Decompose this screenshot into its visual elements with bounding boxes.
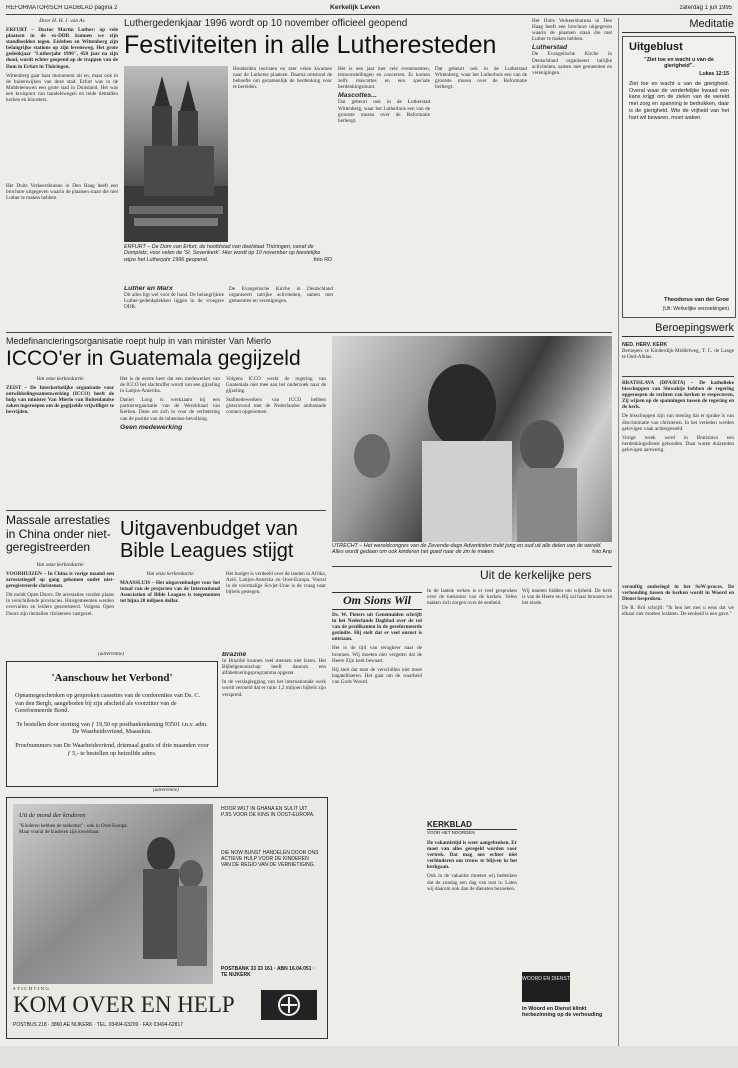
luther-subhead-marx: Luther en Marx (124, 286, 173, 292)
ad-kom-stichting: STICHTING (13, 986, 51, 991)
icco-col1 (6, 385, 114, 505)
icco-body-3: Volgens ICCO werkt de regering van Guatemala niet mee aan het onderzoek naar de gijzeling. (226, 376, 326, 395)
meditatie-quote: "Ziet toe en wacht u van de gierigheid". (644, 57, 714, 69)
meditatie-author-note: (Uit: Werkelijke verzoekingen) (662, 306, 729, 312)
bible-body-1: Het budget is verdeeld over de landen in Afrika, Azië, Latijns-Amerika en Oost-Europa. Vooral in de voormalige Sovjet-Unie is de vraag naar bijbels gestegen. (226, 571, 326, 596)
luther-body-7: Dit alles ligt wel voor de hand. De belangrijkste Luther-gedenkplekken liggen in de vroegere DDR. (124, 292, 224, 311)
kerkelijke-body-1: Ds. W. Pieters uit Genemuiden schrijft in het Nederlands Dagblad over de rol van de predikanten in de gereformeerde gezindte. Hij stelt dat er veel onrust is ontstaan. (332, 612, 422, 643)
ad-kom-right-text-2: DIE NOW BUNST HANDELEN DOOR ONS ACTIEVE HULP VOOR DE KINDEREN VAN DE REGIO VAN DE VERNIETIGING. (221, 850, 319, 869)
bratislava-body-2: De bisschoppen zijn van mening dat er sprake is van discriminatie van christenen. In het verleden werden gelovigen vaak achtergesteld. (622, 413, 734, 432)
icco-lead: ZEIST – De Interkerkelijke organisatie voor ontwikkelingssamenwerking (ICCO) heeft de hulp van minister Van Mierlo van Buitenlandse zaken ingeroepen om de gegijzelde vrijwilliger te bevrijden. (6, 385, 114, 416)
kerkelijke-body-7: Wij moeten bidden om wijsheid. De kerk is van de Heere en Hij zal haar bewaren tot het einde. (522, 588, 612, 607)
luther-col-mascottes (229, 286, 333, 326)
icco-col3 (226, 376, 326, 506)
luther-col5 (532, 18, 612, 326)
ad-kom-box (6, 797, 328, 1039)
bratislava-body-3: Vorige week werd in Bratislava een herdenkingsdienst gehouden. Daar waren duizenden gelovigen aanwezig. (622, 434, 734, 453)
cathedral-icon (124, 66, 228, 242)
rule-luther (6, 332, 612, 333)
china-body: Dit meldt Open Doors. De arrestaties vonden plaats in verschillende provincies. Huisgemeenten werden overvallen en leiders gearresteerd. Volgens Open Doors zijn tientallen christenen vastgezet. (6, 592, 114, 617)
rule-icco (6, 510, 326, 511)
ad-kom-quote: "Kinderen hebben de toekomst" - ook in Oost-Europa. Maar vooral de kinderen zijn kwetsbaar. (19, 824, 128, 835)
bratislava-box (622, 380, 734, 580)
china-body-col (6, 571, 114, 651)
luther-body-9: De Evangelische Kirche in Deutschland organiseert talrijke activiteiten, samen met gemeenten en verenigingen. (532, 51, 612, 76)
ad-kom-photo (13, 804, 213, 984)
meditatie-box (622, 36, 736, 318)
beroeping-section: Beroepingswerk (622, 322, 734, 337)
kerkelijke-body-5: Ook in de vakantie moeten wij bedenken dat de zondag een dag van rust is. Laten wij daarom ook dan de diensten bezoeken. (427, 873, 517, 892)
ad-verbond-body: Opnamegeschenken op gesproken cassettes van de conferenties van Ds. C. van den Bergh, aangeboden bij zijn afscheid als voorzitter van de Gereformeerde Bond. (15, 692, 201, 715)
luther-col-marx (124, 286, 224, 326)
luther-kicker: Luthergedenkjaar 1996 wordt op 10 november officieel geopend (124, 18, 408, 29)
kerkelijke-body-2: Het is de tijd van terugkeer naar de bronnen. Wij moeten niet vergeten dat de Heere Zijn kerk bewaart. (332, 645, 422, 664)
ad-kom-logo-icon (261, 990, 317, 1020)
section-title: Kerkelijk Leven (330, 4, 380, 11)
children-photo-icon (332, 336, 612, 542)
om-sions-wil-masthead: Om Sions Wil (332, 592, 422, 610)
rule-kerkelijke (332, 566, 612, 567)
utrecht-congress-photo (332, 336, 612, 542)
luther-body-2: Het Duits Verkeersbureau in Den Haag heeft een brochure uitgegeven waarin de plaatsen staan die met Luther te maken hebben. (6, 183, 118, 202)
ad-verbond-footer: Proefnummers van De Waarheidsvriend, driemaal gratis of drie maanden voor ƒ 5,- te bestellen op hetzelfde adres. (15, 741, 209, 757)
woord-dienst-block (522, 972, 612, 1032)
meditatie-title: Uitgeblust (629, 41, 683, 53)
kerkelijke-col3 (522, 588, 612, 968)
luther-caption: ERFURT – De Dom van Erfurt, de hoofdstad van deelstaat Thüringen, vanaf de Domplatz, voor velen de 'St. Severikerk'. Hier wordt op 10 november op feestelijke wijze het Lutherjahr 1996 geopend. (124, 244, 321, 263)
ad-kom-brand: KOM OVER EN HELP (13, 992, 235, 1017)
kerkelijke-body-8: vernuftig onderlegd in het SoW-proces. De verhouding tussen de kerken wordt in Woord en Dienst besproken. (622, 584, 734, 603)
luther-col2 (233, 66, 332, 242)
icco-col2 (120, 376, 220, 506)
icco-body-1: Het is de eerste keer dat een medewerker van de ICCO het slachtoffer wordt van een gijzeling in Latijns-Amerika. (120, 376, 220, 395)
luther-body-8: Het Duits Verkeersbureau in Den Haag heeft een brochure uitgegeven waarin de plaatsen staan die met Luther te maken hebben. (532, 18, 612, 43)
ad-verbond-price: Te bestellen door storting van ƒ 19,50 op postbankrekening 93501 t.n.v. adm. De Waarheidsvriend, Maassluis. (16, 720, 208, 736)
bible-headline: Uitgavenbudget van Bible Leagues stijgt (120, 518, 298, 562)
bible-byline-box (120, 571, 220, 579)
kerkblad-title: KERKBLAD (427, 820, 517, 830)
beroeping-entry-box (622, 342, 734, 372)
utrecht-caption: UTRECHT – Het wereldcongres van de Zevende-dags Adventisten trekt jong en oud uit alle delen van de wereld. Alles wordt gedaan om ook kinderen het goed naar de zin te maken. (332, 543, 602, 556)
luther-subhead-mascottes: Mascottes... (338, 92, 377, 100)
icco-body-4: Stafmedewerkers van ICCO hebben gisteravond met de Nederlandse ambassade contact opgenomen. (226, 397, 326, 416)
ad-kom-giro: POSTBANK 33 33 161 · ABN 16.04.051 · TE NIJKERK (221, 966, 315, 978)
kerkblad-logo (427, 820, 517, 836)
kerkelijke-col4 (622, 584, 734, 1034)
meditatie-author: Theodorus van der Groe (664, 297, 729, 303)
kerkelijke-body-4: De vakantietijd is weer aangebroken. Er moet van alles geregeld worden voor vertrek. Dat mag ons echter niet verhinderen om trouw te blijven in het kerkgaan. (427, 840, 517, 871)
ad-verbond-title: 'Aanschouw het Verbond' (51, 672, 173, 684)
ad-kom-label: (advertentie) (153, 788, 179, 793)
bible-col2 (226, 571, 326, 652)
kerkelijke-body-9: De R. Bril schrijft: "Ik ben het met u eens dat we elkaar niet moeten loslaten. De eenheid is een gave." (622, 605, 734, 618)
luther-col3 (338, 66, 430, 326)
kerkelijke-col1 (332, 612, 422, 1036)
meditatie-body: Ziet toe en wacht u van de gierigheid. Overal waar de verderfelijke kwaad een kans krijgt om de zielen van de wereld met zorg en spanning te bedrukken, daar is de gierigheid. Wie de vrijheid van het hart wil bewaren, moet waken. (629, 81, 729, 121)
icco-headline: ICCO'er in Guatemala gegijzeld (6, 348, 301, 370)
meditatie-ref: Lukas 12:15 (699, 71, 729, 77)
luther-photo-credit: foto RD (313, 256, 332, 263)
ad-verbond-box (6, 661, 218, 787)
beroeping-entry: Beroepen: te Kinderdijk-Middelweg, T. C. de Lange te Oud-Alblas. (622, 348, 734, 361)
china-byline-box (6, 562, 114, 570)
bratislava-lead: BRATISLAVA (DPA/RTA) – De katholieke bisschoppen van Slowakije hebben de regering opgeroepen de rechten van kerken te respecteren. Zij wijzen op de spanningen tussen de regering en de kerk. (622, 380, 734, 411)
children-icon (133, 824, 211, 974)
woord-dienst-logo: WOORD EN DIENST (522, 972, 570, 1002)
bible-body-2: In Brazilië kunnen veel mensen niet lezen. Het Bijbelgenootschap heeft daarom een alfabetiseringsprogramma opgezet. (222, 658, 326, 677)
luther-lead: ERFURT – Doctor Martin Luther: op vele plaatsen in de ex-DDR kunnen we zijn standbeelden tegen. Eisleben en Wittenberg zijn belangrijke stations op zijn levensweg. Het grote gedenkjaar "Lutherjahr 1996", 450 jaar na zijn dood, wordt echter geopend op de trappen van de Dom in Erfurt in Thüringen. (6, 27, 118, 70)
luther-col1-bottom (6, 183, 118, 288)
luther-body-6: De Evangelische Kirche in Deutschland organiseert talrijke activiteiten, samen met gemeenten en verenigingen. (229, 286, 333, 305)
bible-body-3: In de verslaglegging van het internationale werk wordt vermeld dat er ruim 1,2 miljoen bijbels zijn verspreid. (222, 679, 326, 698)
meditatie-section: Meditatie (622, 18, 734, 33)
utrecht-credit: foto Anp (592, 549, 612, 556)
rule-beroeping (622, 376, 734, 377)
luther-col4 (435, 66, 527, 326)
ad-kom-slogan: Uit de mond der kinderen (19, 812, 86, 819)
kerkelijke-body-3: Hij stelt dat men de verschillen niet moet bagatelliseren. Het gaat om de waarheid van Gods Woord. (332, 666, 422, 685)
bible-byline: Van onze kerkredactie (146, 571, 194, 577)
luther-body-1: Wittenberg gaat haar monument uit en, maar ook in de buitenwijken van deze stad. Erfurt was in de Middeleeuwen een grote stad in Duitsland. Het was een kruispunt van handelswegen en telde tientallen kerken en kloosters. (6, 72, 118, 104)
luther-lead-col (6, 27, 118, 182)
china-lead: VOORHUIZEN – In China is vorige maand een arrestatiegolf op gang gekomen onder niet-geregistreerde christenen. (6, 571, 114, 590)
ad-kom-right-text: HOOR WILT IN GHANA EN SULIT UIT PJIS VOOR DE KINS IN OOST-EUROPA. (221, 806, 315, 819)
ad-kom-postbus: POSTBUS 218 · 3860 AE NIJKERK · TEL. 03494-63209 · FAX 03494-62817 (13, 1022, 184, 1028)
page-date: zaterdag 1 juli 1995 (679, 5, 732, 11)
luther-subhead-lutherstad: Lutherstad (532, 44, 568, 52)
luther-headline: Festiviteiten in alle Lutheresteden (124, 32, 497, 59)
header-rule (6, 14, 732, 15)
beroeping-church: NED. HERV. KERK (622, 342, 668, 348)
luther-body-4: Het is een jaar met vele evenementen, tentoonstellingen en concerten. Er komen zelfs mascottes en een speciale herdenkingsmunt. (338, 66, 430, 91)
luther-body-3: Honderden toeristen en zeer velen kwamen naar de Lutherse plaatsen. Daarna ontstond de behoefte om gezamenlijk de herdenking voor te bereiden. (233, 66, 332, 91)
kerkblad-sub: VOOR HET NOORDEN (427, 830, 475, 835)
luther-caption-box (124, 244, 332, 286)
icco-byline: Van onze kerkredactie (36, 376, 84, 382)
page-footer-strip (0, 1046, 738, 1068)
right-col-divider (618, 18, 619, 1063)
icco-body-2: Daniel Long is werkzaam bij een partnerorganisatie van de Wereldraad van Kerken. Deze zet zich in voor de verbetering van de positie van de inheemse bevolking. (120, 397, 220, 422)
bible-lead: MAASSLUIS – Het uitgavenbudget voor het totaal van de projecten van de International Association of Bible Leagues is toegenomen tot bijna 20 miljoen dollar. (120, 580, 220, 605)
kerkelijke-col2 (427, 588, 517, 818)
china-byline: Van onze kerkredactie (36, 562, 84, 568)
kerkelijke-body-6: In de laatste weken is er veel gesproken over de toekomst van de kerken. Velen maken zich zorgen over de eenheid. (427, 588, 517, 607)
bible-col3 (222, 652, 326, 785)
erfurt-dom-photo (124, 66, 228, 242)
luther-body-4b: Dat gebeurt ook in de Lutherstad Wittenberg, waar het Lutherhuis een van de grootste musea over de Reformatie herbergt. (435, 66, 527, 91)
kerkelijke-col2-bottom (427, 840, 517, 1036)
bible-col1 (120, 580, 220, 652)
china-headline: Massale arrestaties in China onder niet-geregistreerden (6, 514, 111, 554)
icco-subhead: Geen medewerking (120, 423, 183, 431)
ad-verbond-label: (advertentie) (98, 652, 124, 657)
kerkelijke-section: Uit de kerkelijke pers (480, 568, 592, 582)
woord-dienst-caption: In Woord en Dienst klinkt herbezinning op de verhouding (522, 1006, 603, 1018)
luther-byline: Door H. H. J. van As (39, 18, 85, 24)
paper-name: REFORMATORISCH DAGBLAD pagina 2 (6, 5, 118, 11)
icco-kicker: Medefinancieringsorganisatie roept hulp in van minister Van Mierlo (6, 336, 271, 346)
utrecht-caption-box (332, 543, 612, 563)
icco-byline-box (6, 376, 114, 384)
luther-body-5: Dat gebeurt ook in de Lutherstad Wittenberg, waar het Lutherhuis een van de grootste musea over de Reformatie herbergt. (338, 99, 430, 124)
bible-subhead: Brazilië (222, 652, 247, 658)
